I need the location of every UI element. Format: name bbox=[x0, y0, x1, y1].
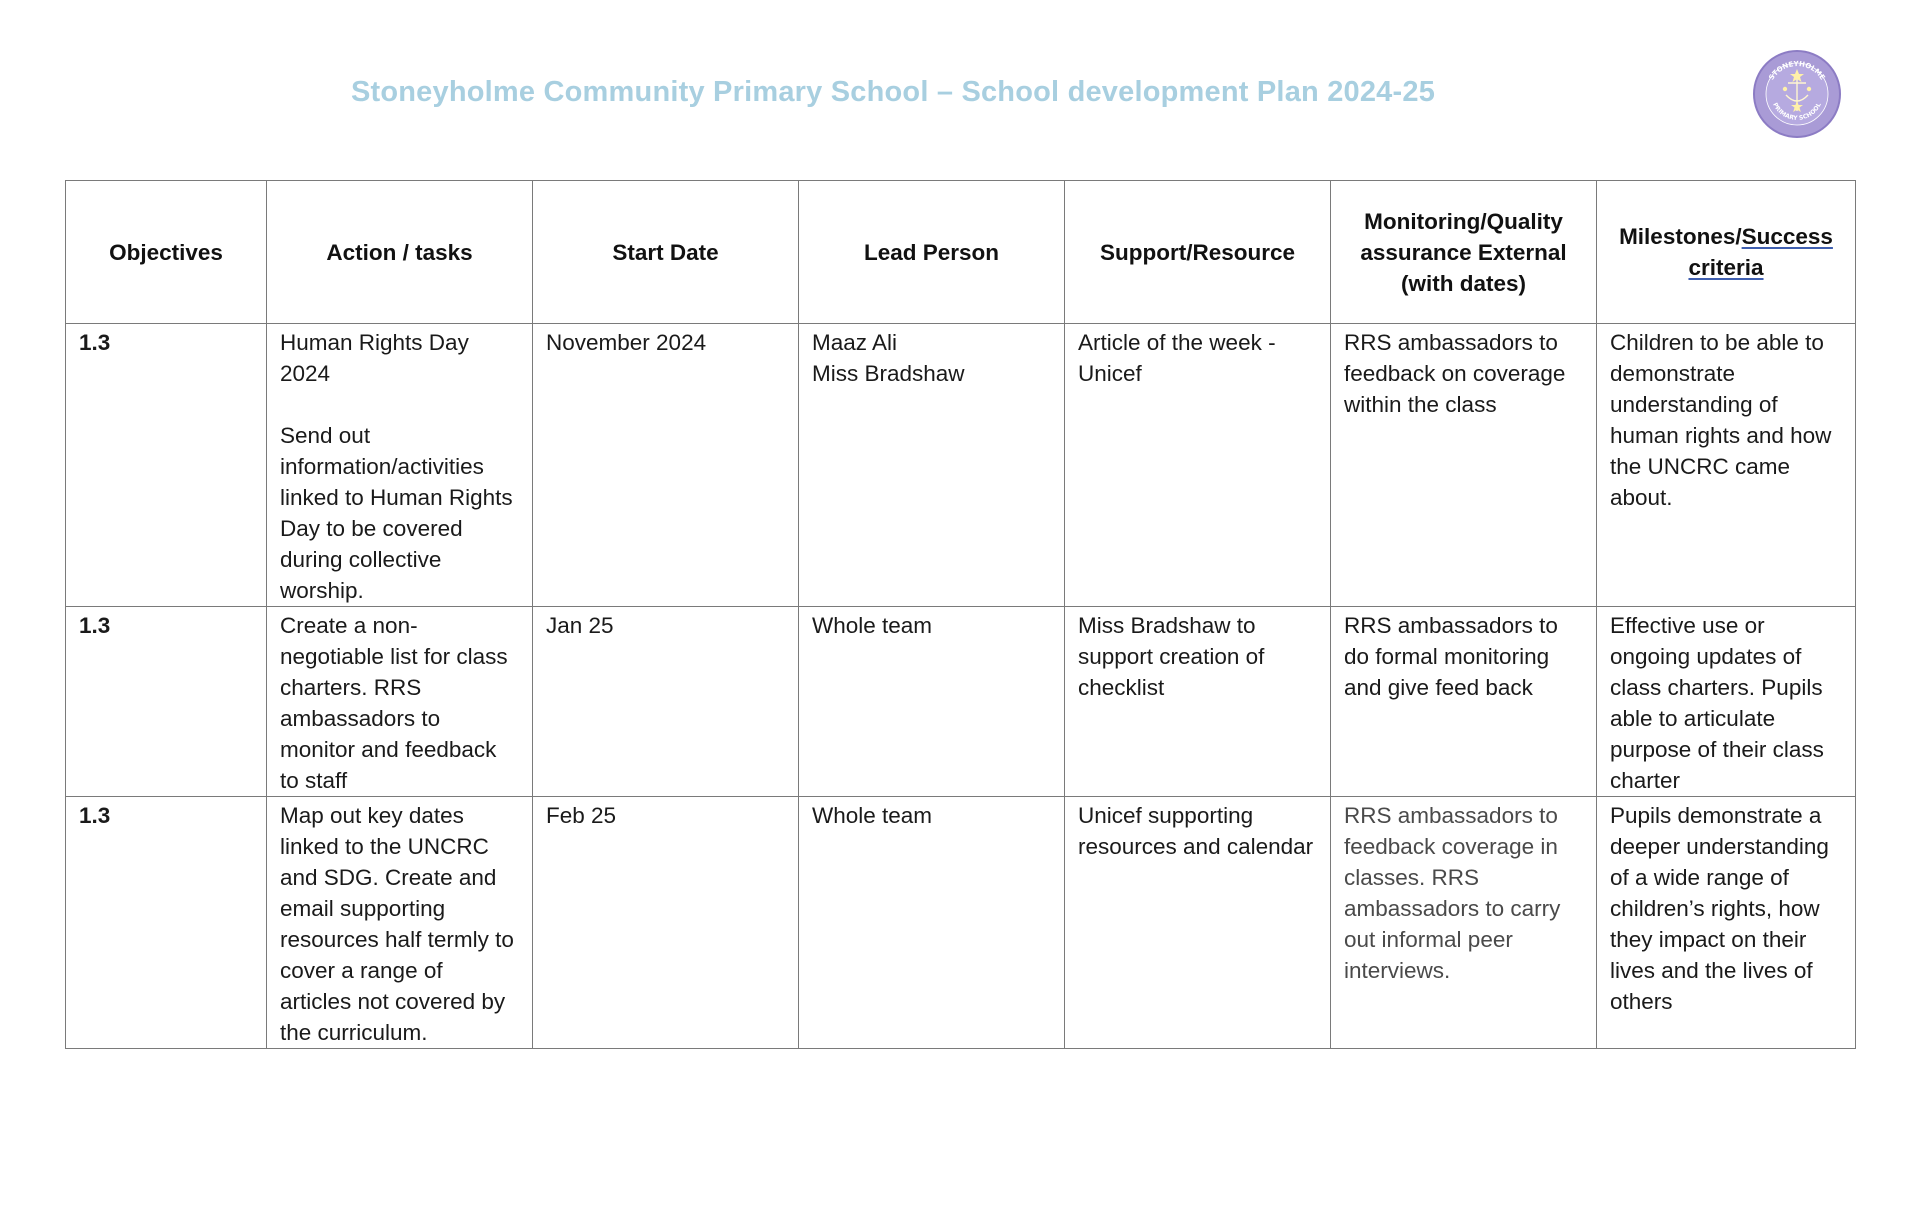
header-criteria-word: criteria bbox=[1688, 255, 1764, 280]
header-start-date: Start Date bbox=[533, 181, 799, 324]
cell-action: Human Rights Day 2024 Send out information/activities linked to Human Rights Day to be covered during collective worship. bbox=[267, 324, 533, 607]
cell-objective: 1.3 bbox=[66, 324, 267, 607]
svg-text:STONEYHOLME: STONEYHOLME bbox=[1767, 59, 1827, 82]
header-lead-person: Lead Person bbox=[799, 181, 1065, 324]
header-objectives: Objectives bbox=[66, 181, 267, 324]
cell-support: Miss Bradshaw to support creation of checklist bbox=[1065, 607, 1331, 797]
cell-lead-person: Whole team bbox=[799, 607, 1065, 797]
cell-start-date: November 2024 bbox=[533, 324, 799, 607]
header-action-tasks: Action / tasks bbox=[267, 181, 533, 324]
cell-objective: 1.3 bbox=[66, 797, 267, 1049]
header-milestones bbox=[1597, 181, 1856, 324]
cell-support: Unicef supporting resources and calendar bbox=[1065, 797, 1331, 1049]
cell-objective: 1.3 bbox=[66, 607, 267, 797]
cell-milestones: Effective use or ongoing updates of class charters. Pupils able to articulate purpose of their class charter bbox=[1597, 607, 1856, 797]
header-monitoring: Monitoring/Quality assurance External (with dates) bbox=[1331, 181, 1597, 324]
school-logo bbox=[1752, 49, 1842, 139]
document-title: Stoneyholme Community Primary School – School development Plan 2024-25 bbox=[350, 76, 1436, 108]
cell-monitoring: RRS ambassadors to do formal monitoring and give feed back bbox=[1331, 607, 1597, 797]
header-milestones-label: Milestones/ bbox=[1619, 224, 1742, 249]
table-row bbox=[66, 607, 1856, 797]
school-crest-icon bbox=[1752, 49, 1842, 139]
cell-milestones: Pupils demonstrate a deeper understanding of a wide range of children’s rights, how they impact on their lives and the lives of others bbox=[1597, 797, 1856, 1049]
cell-action: Map out key dates linked to the UNCRC and SDG. Create and email supporting resources half termly to cover a range of articles not covered by the curriculum. bbox=[267, 797, 533, 1049]
cell-start-date: Jan 25 bbox=[533, 607, 799, 797]
table-header-row bbox=[66, 181, 1856, 324]
header-success-word: Success bbox=[1741, 224, 1833, 249]
cell-action: Create a non-negotiable list for class charters. RRS ambassadors to monitor and feedback to staff bbox=[267, 607, 533, 797]
cell-lead-person: Maaz Ali Miss Bradshaw bbox=[799, 324, 1065, 607]
cell-start-date: Feb 25 bbox=[533, 797, 799, 1049]
cell-milestones: Children to be able to demonstrate understanding of human rights and how the UNCRC came about. bbox=[1597, 324, 1856, 607]
cell-monitoring: RRS ambassadors to feedback coverage in classes. RRS ambassadors to carry out informal peer interviews. bbox=[1331, 797, 1597, 1049]
svg-text:PRIMARY SCHOOL: PRIMARY SCHOOL bbox=[1771, 101, 1823, 122]
development-plan-table bbox=[65, 180, 1856, 1049]
header-support-resource: Support/Resource bbox=[1065, 181, 1331, 324]
cell-monitoring: RRS ambassadors to feedback on coverage within the class bbox=[1331, 324, 1597, 607]
table-row bbox=[66, 797, 1856, 1049]
cell-lead-person: Whole team bbox=[799, 797, 1065, 1049]
table-row bbox=[66, 324, 1856, 607]
cell-support: Article of the week - Unicef bbox=[1065, 324, 1331, 607]
